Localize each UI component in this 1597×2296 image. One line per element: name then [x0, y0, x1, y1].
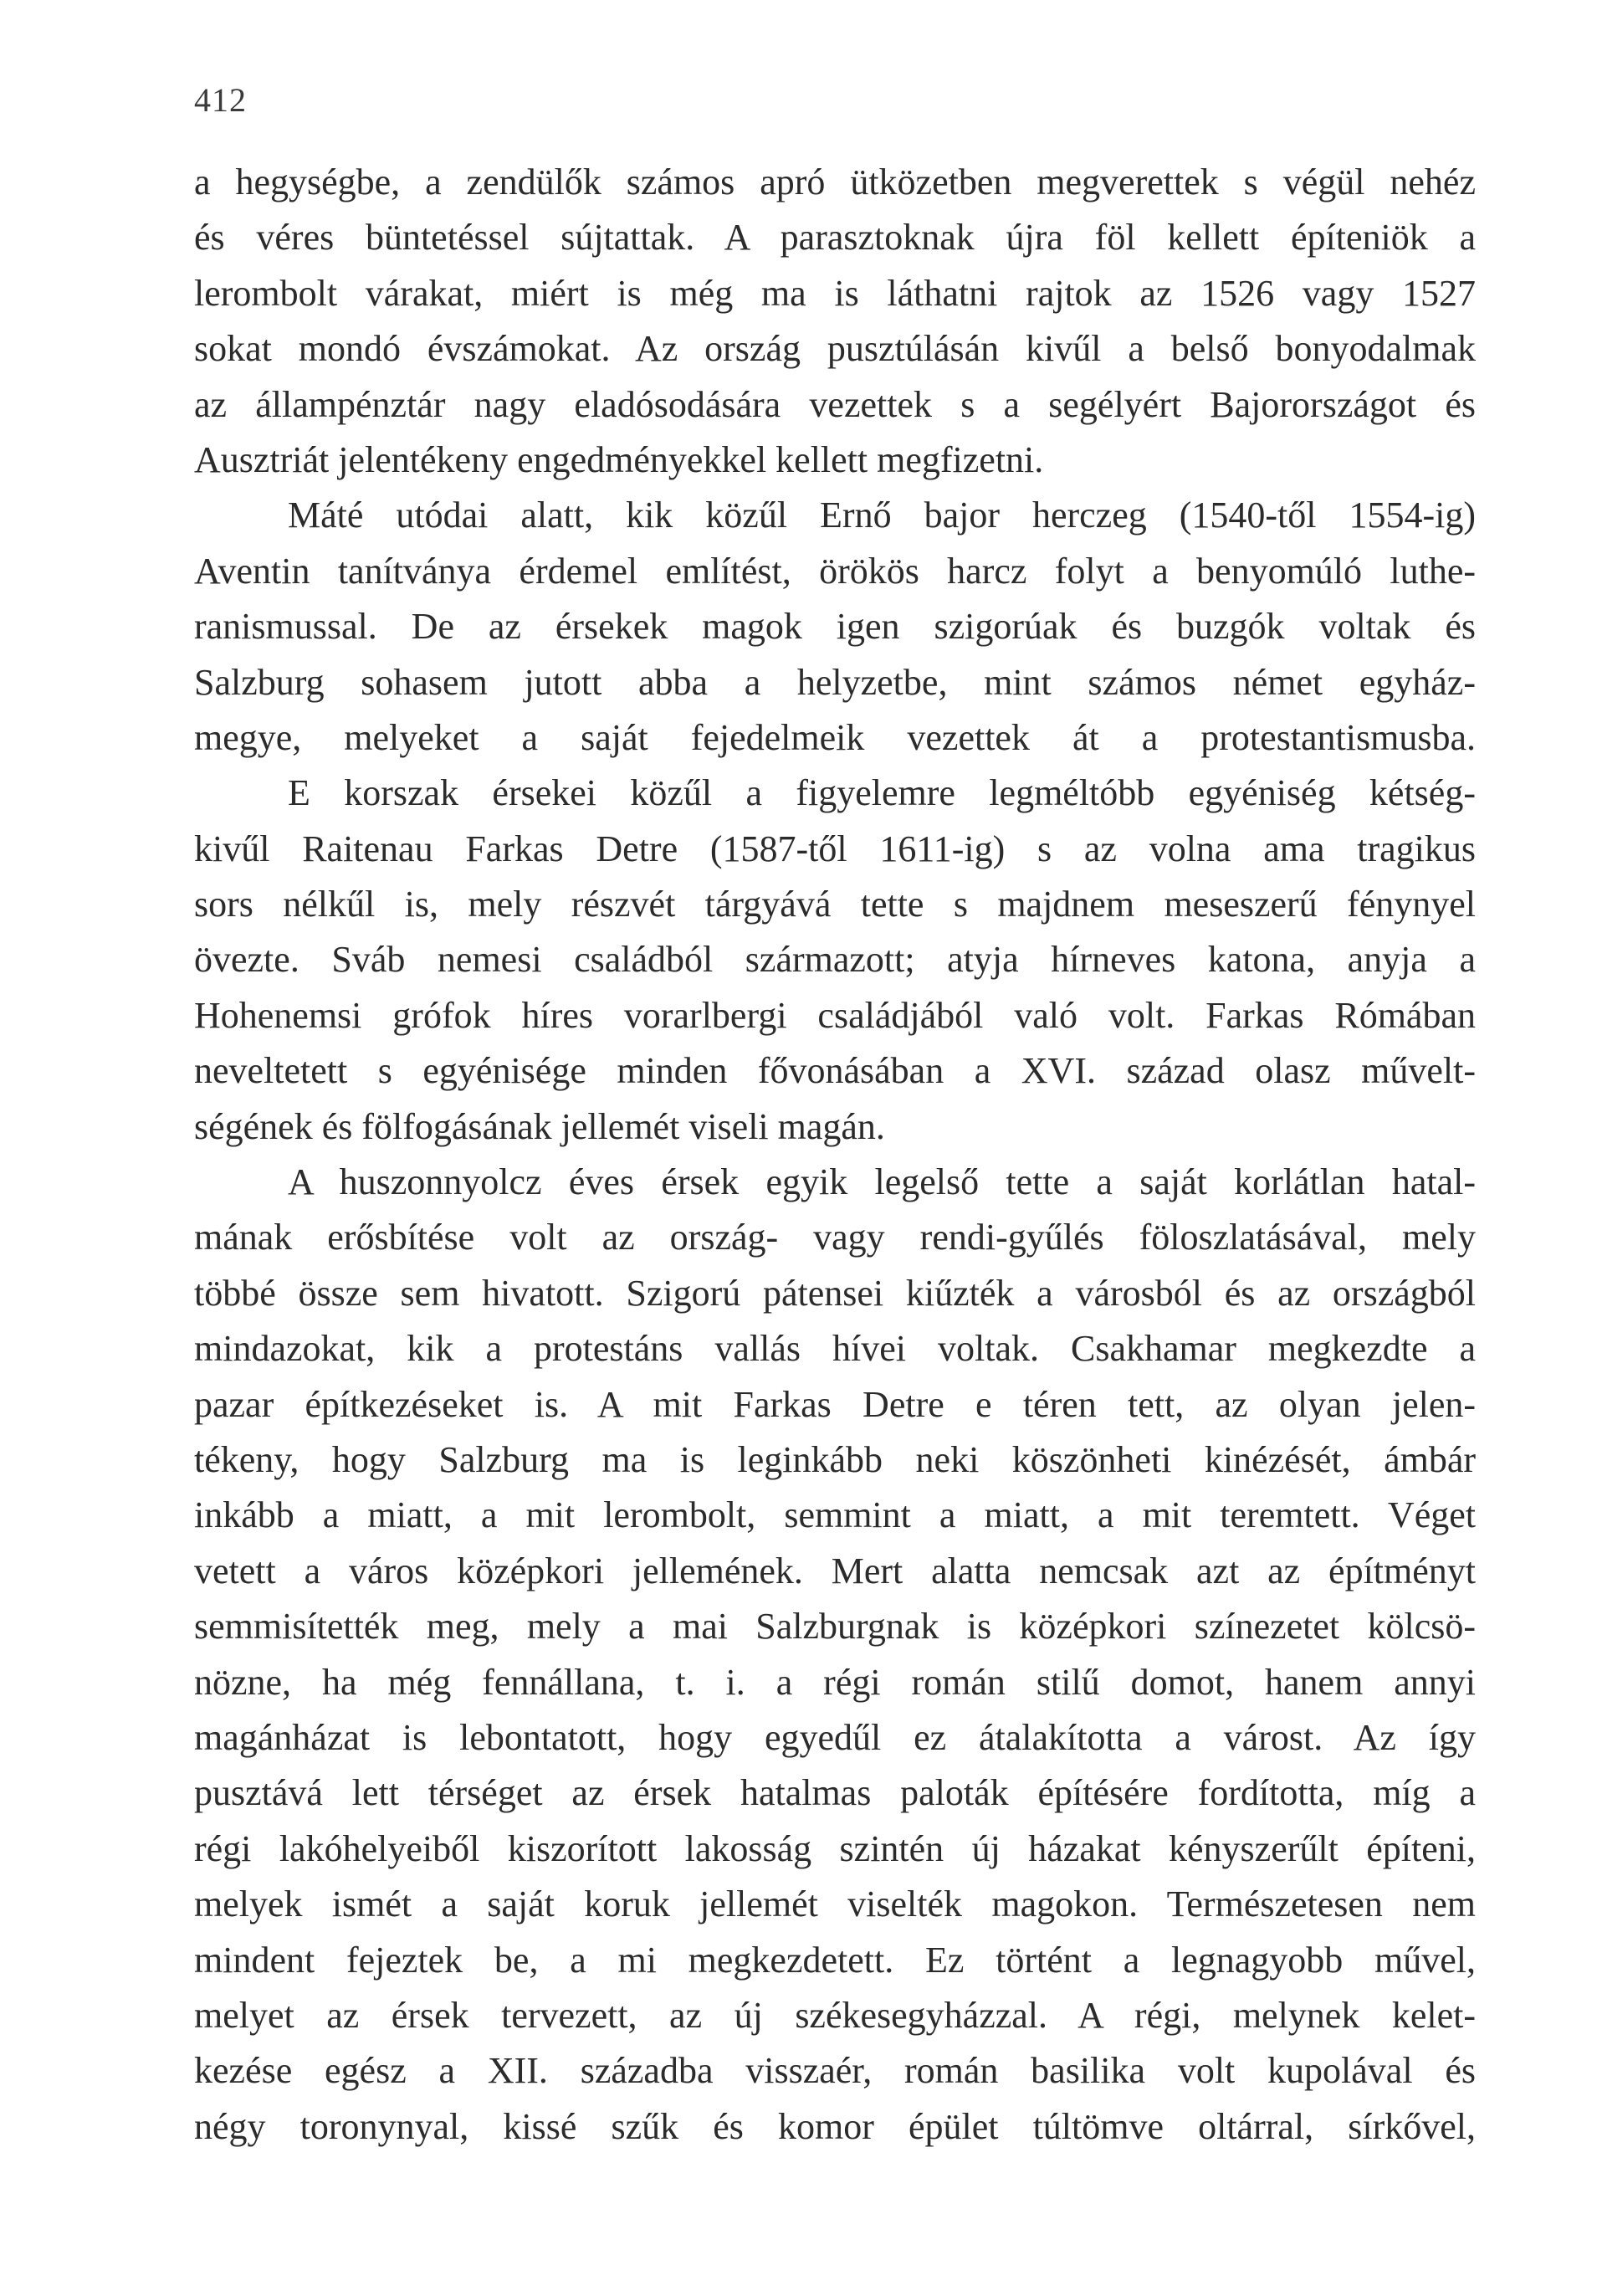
- text-line: lerombolt várakat, miért is még ma is láthatni rajtok az 1526 vagy 1527: [194, 272, 1476, 314]
- text-line: Salzburg sohasem jutott abba a helyzetbe, mint számos német egyház-: [194, 661, 1476, 703]
- text-line: sokat mondó évszámokat. Az ország pusztúlásán kivűl a belső bonyodalmak: [194, 328, 1476, 370]
- text-line: ségének és fölfogásának jellemét viseli magán.: [194, 1105, 885, 1147]
- text-line: régi lakóhelyeiből kiszorított lakosság szintén új házakat kényszerűlt építeni,: [194, 1827, 1476, 1869]
- text-line: pazar építkezéseket is. A mit Farkas Detre e téren tett, az olyan jelen-: [194, 1383, 1476, 1425]
- text-line: vetett a város középkori jellemének. Mert alatta nemcsak azt az építményt: [194, 1550, 1476, 1591]
- text-line: magánházat is lebontatott, hogy egyedűl ez átalakította a várost. Az így: [194, 1716, 1476, 1758]
- text-body: [194, 155, 1476, 2155]
- paragraph-start-line: A huszonnyolcz éves érsek egyik legelső tette a saját korlátlan hatal-: [288, 1161, 1476, 1203]
- text-line: sors nélkűl is, mely részvét tárgyává tette s majdnem meseszerű fénynyel: [194, 884, 1476, 925]
- text-line: ranismussal. De az érsekek magok igen szigorúak és buzgók voltak és: [194, 606, 1476, 648]
- text-line: Ausztriát jelentékeny engedményekkel kellett megfizetni.: [194, 438, 1044, 480]
- text-line: kivűl Raitenau Farkas Detre (1587-től 1611-ig) s az volna ama tragikus: [194, 828, 1476, 869]
- text-line: melyet az érsek tervezett, az új székesegyházzal. A régi, melynek kelet-: [194, 1994, 1476, 2036]
- text-line: melyek ismét a saját koruk jellemét viselték magokon. Természetesen nem: [194, 1883, 1476, 1925]
- text-line: pusztává lett térséget az érsek hatalmas paloták építésére fordította, míg a: [194, 1772, 1476, 1814]
- paragraph-start-line: Máté utódai alatt, kik közűl Ernő bajor herczeg (1540-től 1554-ig): [288, 495, 1476, 536]
- text-line: semmisítették meg, mely a mai Salzburgnak is középkori színezetet kölcsö-: [194, 1606, 1476, 1648]
- text-line: többé össze sem hivatott. Szigorú pátensei kiűzték a városból és az országból: [194, 1272, 1476, 1314]
- text-line: mindazokat, kik a protestáns vallás hívei voltak. Csakhamar megkezdte a: [194, 1328, 1476, 1370]
- text-line: mának erősbítése volt az ország- vagy rendi-gyűlés föloszlatásával, mely: [194, 1217, 1476, 1258]
- paragraph-start-line: E korszak érsekei közűl a figyelemre legméltóbb egyéniség kétség-: [288, 772, 1476, 814]
- text-line: Aventin tanítványa érdemel említést, örökös harcz folyt a benyomúló luthe-: [194, 550, 1476, 592]
- text-line: övezte. Sváb nemesi családból származott; atyja hírneves katona, anyja a: [194, 939, 1476, 981]
- text-line: négy toronynyal, kissé szűk és komor épület túltömve oltárral, sírkővel,: [194, 2105, 1476, 2147]
- text-line: megye, melyeket a saját fejedelmeik vezettek át a protestantismusba.: [194, 716, 1476, 758]
- text-line: kezése egész a XII. századba visszaér, román basilika volt kupolával és: [194, 2050, 1476, 2092]
- text-line: inkább a miatt, a mit lerombolt, semmint a miatt, a mit teremtett. Véget: [194, 1494, 1476, 1536]
- text-line: mindent fejeztek be, a mi megkezdetett. Ez történt a legnagyobb művel,: [194, 1939, 1476, 1981]
- text-line: az állampénztár nagy eladósodására vezettek s a segélyért Bajorországot és: [194, 383, 1476, 425]
- text-line: Hohenemsi grófok híres vorarlbergi családjából való volt. Farkas Rómában: [194, 994, 1476, 1036]
- text-line: nözne, ha még fennállana, t. i. a régi román stilű domot, hanem annyi: [194, 1661, 1476, 1703]
- text-line: neveltetett s egyénisége minden fővonásában a XVI. század olasz művelt-: [194, 1050, 1476, 1092]
- text-line: a hegységbe, a zendülők számos apró ütközetben megverettek s végül nehéz: [194, 161, 1476, 202]
- text-line: tékeny, hogy Salzburg ma is leginkább neki köszönheti kinézését, ámbár: [194, 1438, 1476, 1480]
- text-line: és véres büntetéssel sújtattak. A parasztoknak újra föl kellett építeniök a: [194, 217, 1476, 259]
- page-number: 412: [194, 81, 247, 119]
